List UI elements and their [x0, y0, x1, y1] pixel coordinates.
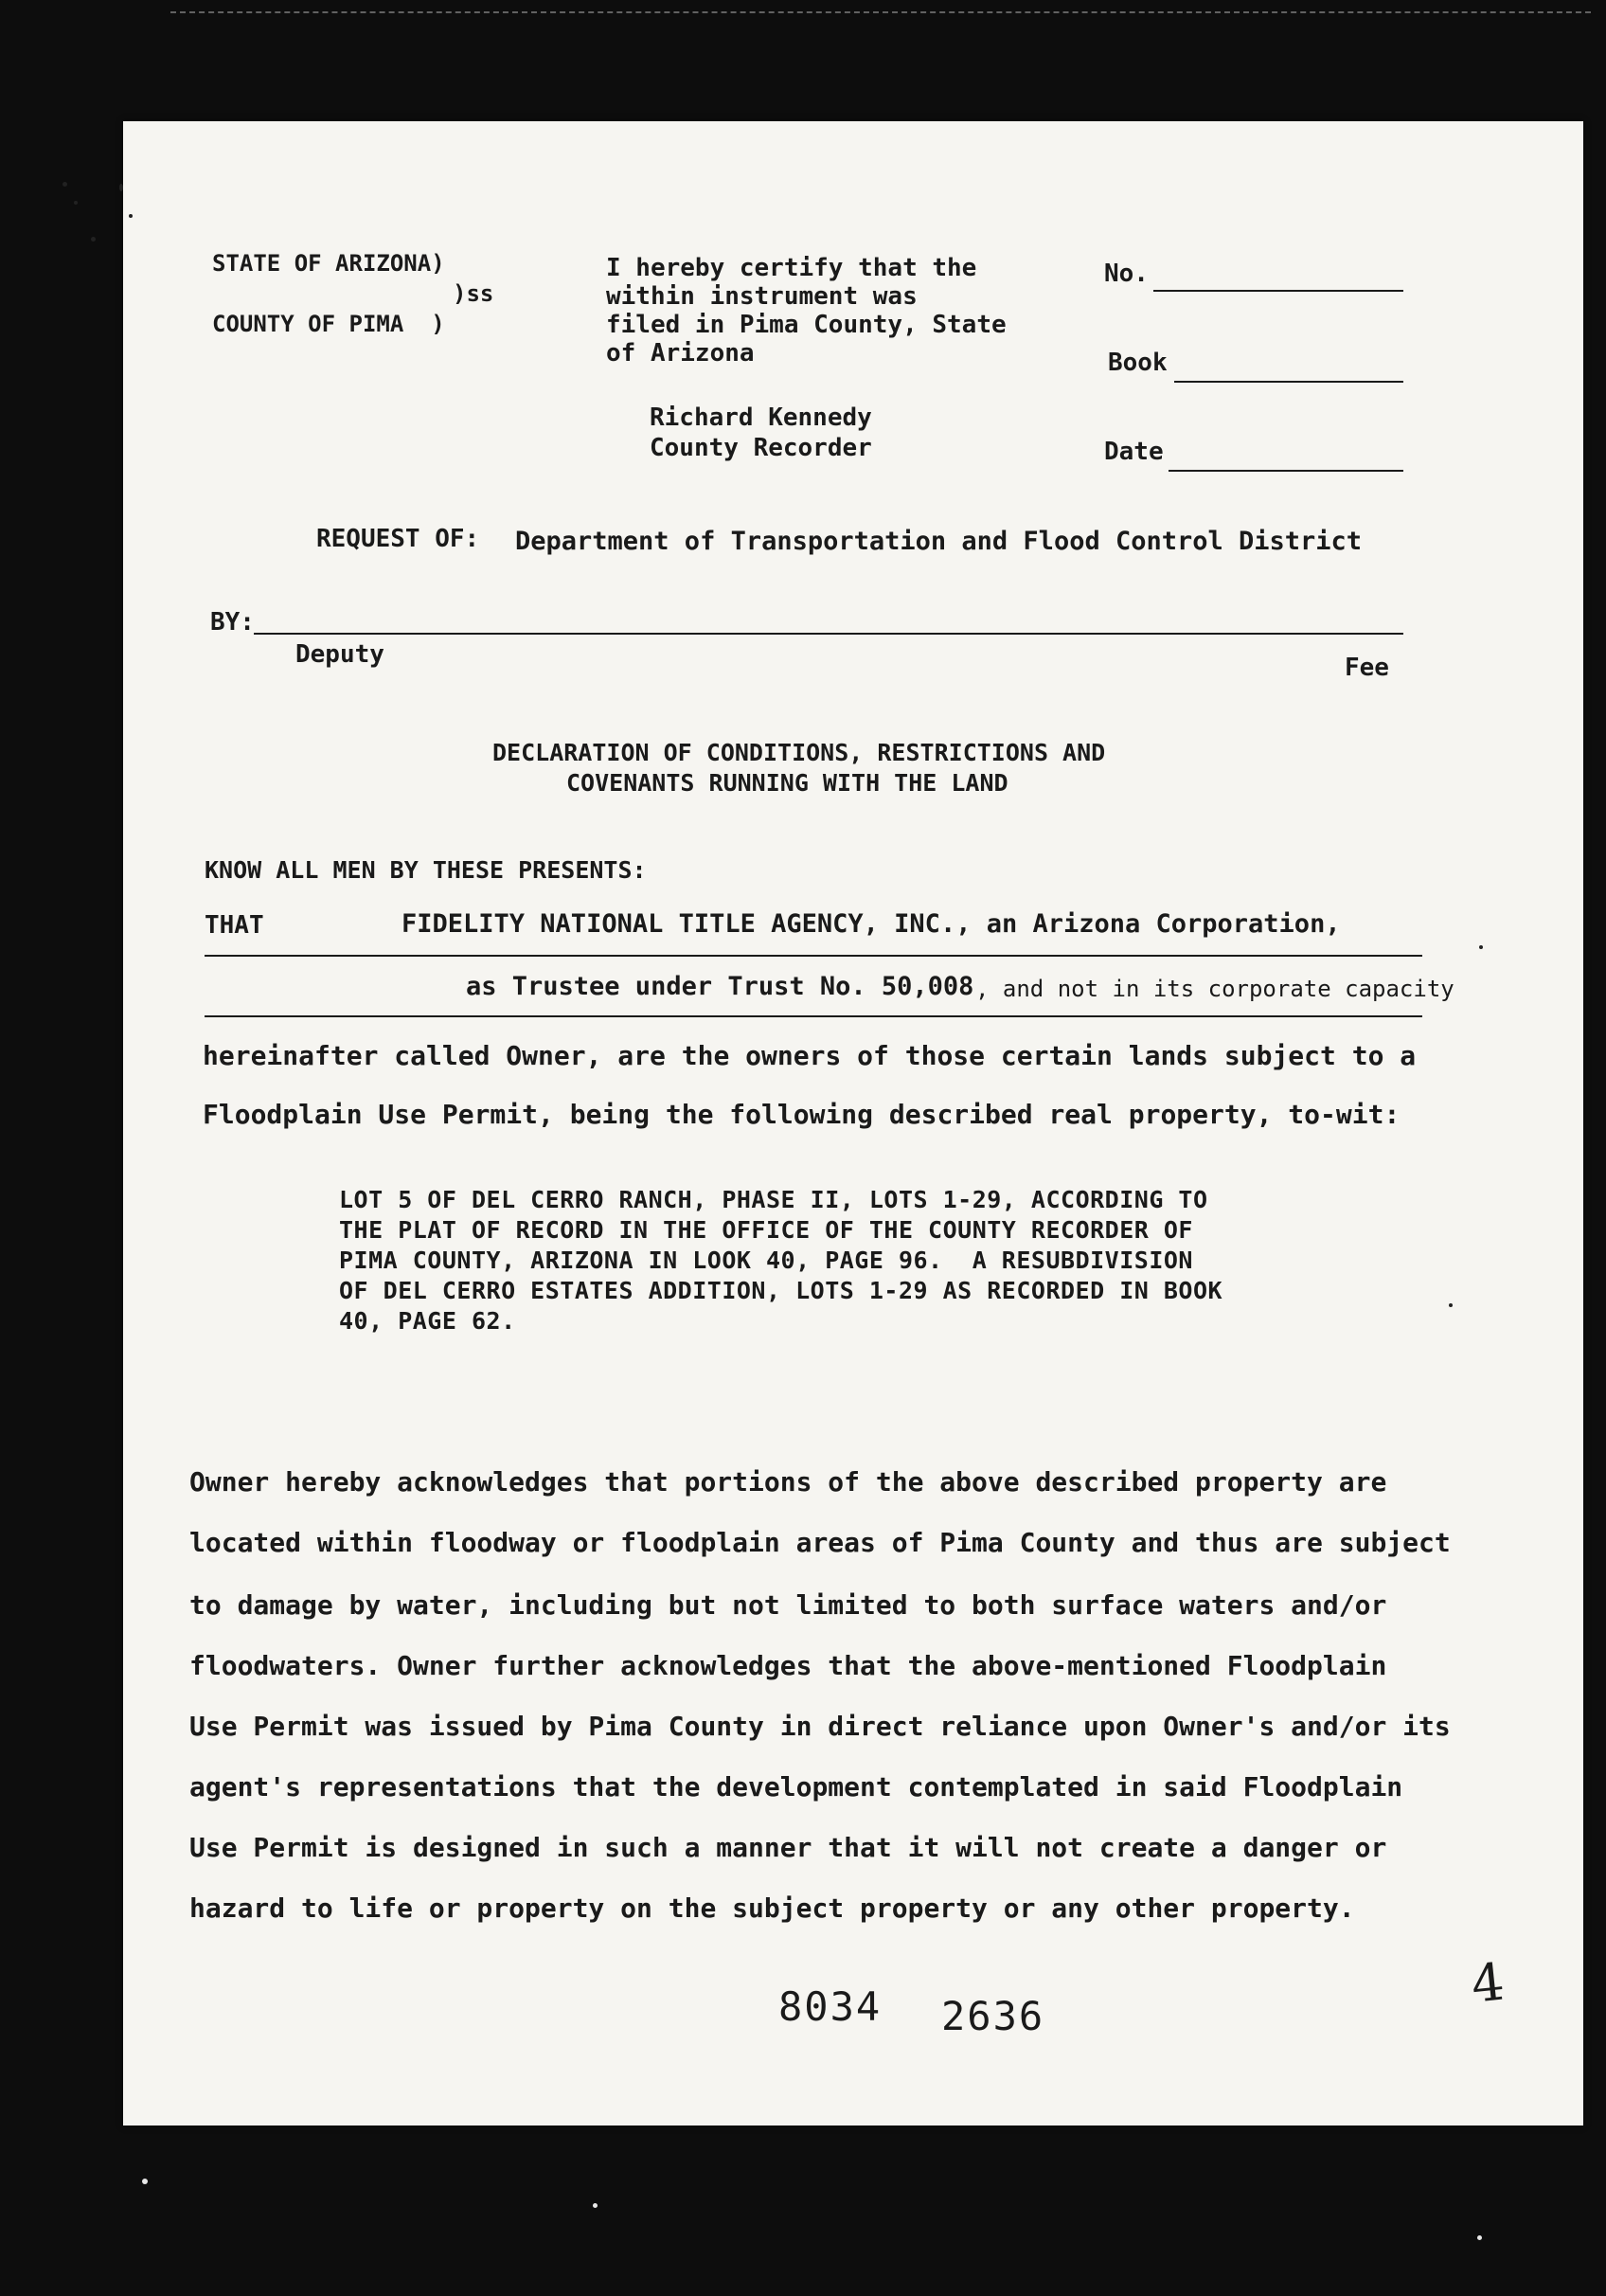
no-blank-line — [1153, 290, 1403, 292]
acknowledge-line-7: Use Permit is designed in such a manner that it will not create a danger or — [189, 1832, 1387, 1863]
by-signature-line — [254, 633, 1403, 635]
acknowledge-line-3: to damage by water, including but not limited to both surface waters and/or — [189, 1589, 1387, 1621]
scan-speck — [593, 2203, 598, 2208]
acknowledge-line-8: hazard to life or property on the subject property or any other property. — [189, 1892, 1355, 1924]
ss-mark: )ss — [453, 280, 494, 307]
book-number-stamp: 8034 — [778, 1983, 883, 2030]
scan-speck — [1449, 1303, 1453, 1307]
acknowledge-line-1: Owner hereby acknowledges that portions of the above described property are — [189, 1466, 1387, 1498]
recorder-name: Richard Kennedy — [650, 404, 872, 432]
that-underline-1 — [205, 955, 1422, 957]
deputy-label: Deputy — [295, 640, 384, 669]
property-description-line-4: OF DEL CERRO ESTATES ADDITION, LOTS 1-29 AS RECORDED IN BOOK — [339, 1277, 1223, 1304]
book-blank-line — [1174, 381, 1403, 383]
know-all-men-heading: KNOW ALL MEN BY THESE PRESENTS: — [205, 856, 647, 884]
request-of-text: Department of Transportation and Flood Control District — [515, 527, 1363, 556]
property-description-line-2: THE PLAT OF RECORD IN THE OFFICE OF THE COUNTY RECORDER OF — [339, 1216, 1193, 1244]
by-label: BY: — [210, 608, 255, 637]
acknowledge-line-4: floodwaters. Owner further acknowledges that the above-mentioned Floodplain — [189, 1650, 1387, 1681]
scan-speck — [62, 182, 67, 187]
acknowledge-line-6: agent's representations that the development contemplated in said Floodplain — [189, 1771, 1403, 1803]
scan-speck — [74, 201, 78, 205]
that-clause-line-2a: as Trustee under Trust No. 50,008 — [466, 972, 974, 1001]
owner-line-1: hereinafter called Owner, are the owners of those certain lands subject to a — [203, 1040, 1417, 1071]
certify-line-1: I hereby certify that the — [606, 254, 977, 282]
request-of-label: REQUEST OF: — [316, 525, 480, 553]
book-label: Book — [1108, 349, 1168, 377]
scan-top-edge — [170, 11, 1591, 13]
certify-line-4: of Arizona — [606, 339, 755, 368]
fee-label: Fee — [1345, 654, 1389, 682]
acknowledge-line-5: Use Permit was issued by Pima County in direct reliance upon Owner's and/or its — [189, 1711, 1451, 1742]
scan-speck — [1479, 945, 1483, 949]
certify-line-3: filed in Pima County, State — [606, 311, 1007, 339]
that-label: THAT — [205, 911, 264, 940]
that-clause-line-1: FIDELITY NATIONAL TITLE AGENCY, INC., an Arizona Corporation, — [402, 909, 1341, 939]
recorder-title: County Recorder — [650, 434, 872, 462]
county-of-pima-label: COUNTY OF PIMA ) — [212, 311, 445, 337]
property-description-line-5: 40, PAGE 62. — [339, 1307, 516, 1335]
property-description-line-1: LOT 5 OF DEL CERRO RANCH, PHASE II, LOTS 1-29, ACCORDING TO — [339, 1186, 1208, 1213]
date-blank-line — [1169, 470, 1403, 472]
document-page — [123, 121, 1583, 2126]
date-label: Date — [1104, 438, 1164, 466]
scan-speck — [91, 237, 96, 242]
scan-speck — [142, 2179, 148, 2184]
property-description-line-3: PIMA COUNTY, ARIZONA IN LOOK 40, PAGE 96. A RESUBDIVISION — [339, 1247, 1193, 1274]
page-number-stamp: 2636 — [941, 1993, 1045, 2039]
scan-speck — [119, 184, 123, 191]
scan-speck — [1477, 2235, 1482, 2240]
certify-line-2: within instrument was — [606, 282, 918, 311]
declaration-title-line-2: COVENANTS RUNNING WITH THE LAND — [566, 769, 1008, 797]
declaration-title-line-1: DECLARATION OF CONDITIONS, RESTRICTIONS AND — [492, 739, 1106, 766]
scan-speck — [129, 214, 133, 218]
acknowledge-line-2: located within floodway or floodplain areas of Pima County and thus are subject — [189, 1527, 1451, 1558]
handwritten-page-mark: 4 — [1468, 1951, 1508, 2015]
that-clause-line-2b: , and not in its corporate capacity — [975, 976, 1454, 1002]
that-underline-2 — [205, 1015, 1422, 1017]
state-of-arizona-label: STATE OF ARIZONA) — [212, 250, 445, 277]
no-label: No. — [1104, 260, 1149, 288]
owner-line-2: Floodplain Use Permit, being the following described real property, to-wit: — [203, 1099, 1401, 1130]
